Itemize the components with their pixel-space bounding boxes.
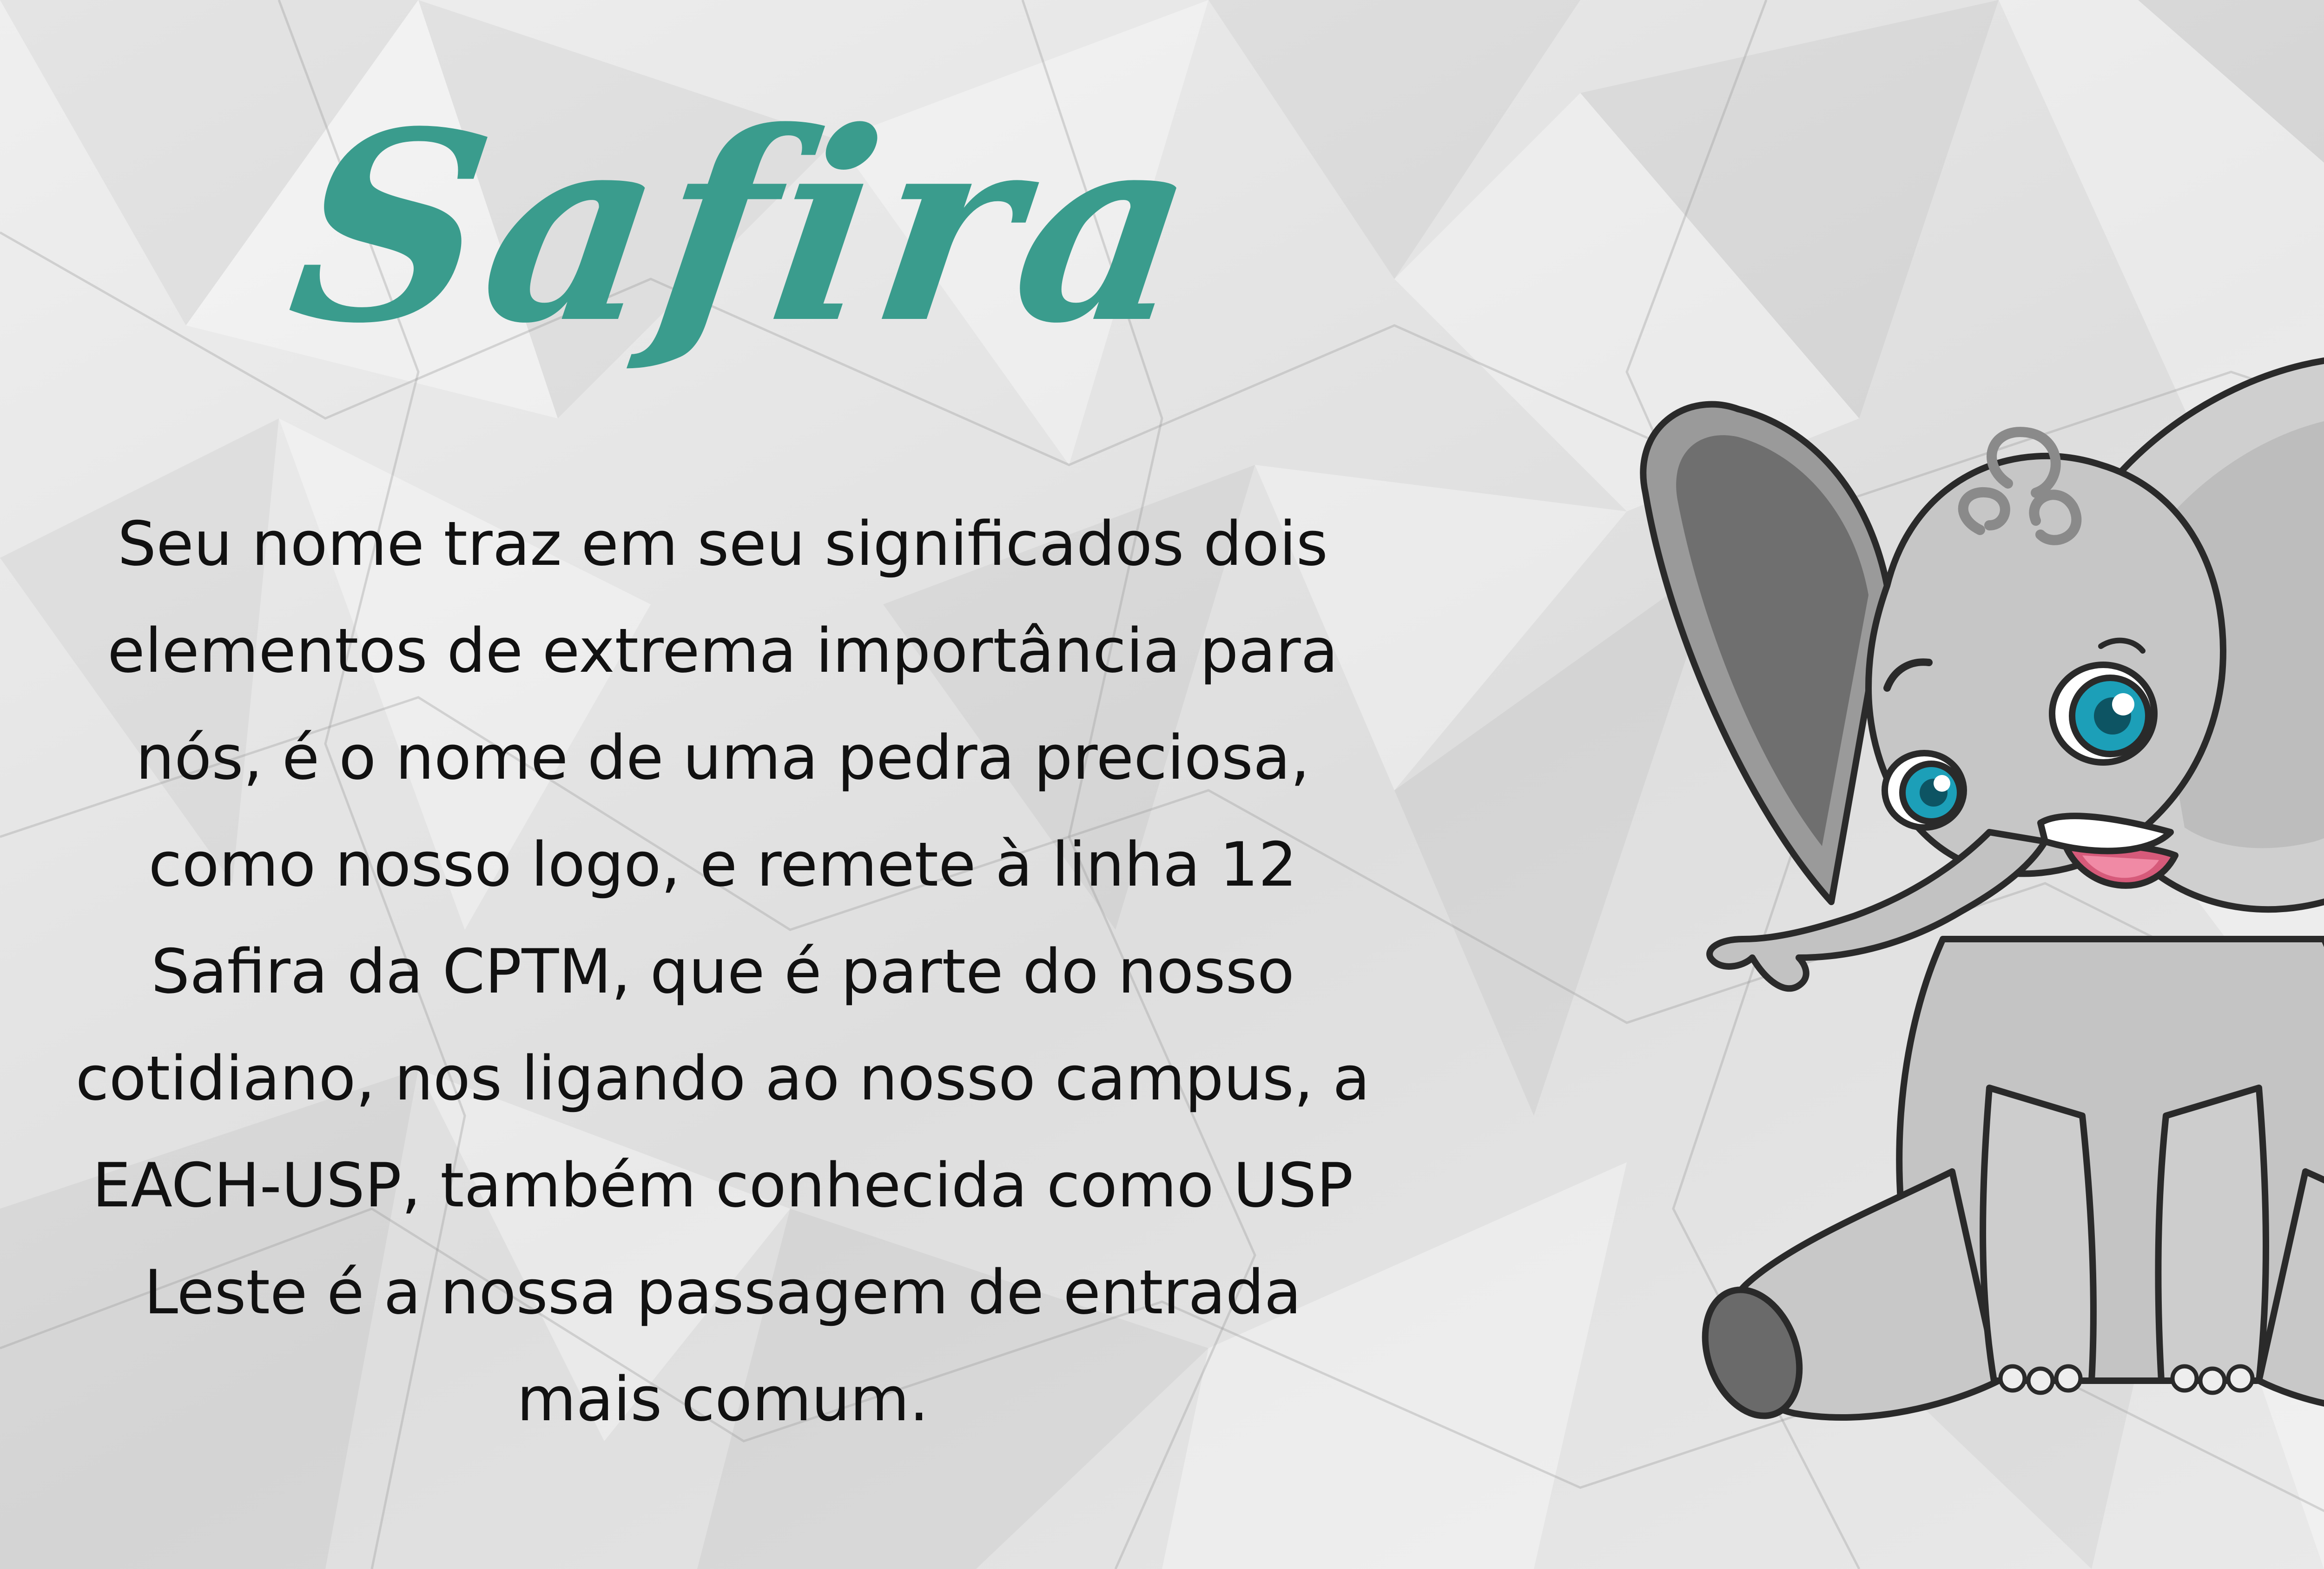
description-paragraph: Seu nome traz em seu significados dois elementos de extrema importância para nós, é o nome de uma pedra preciosa, como nosso logo, e remete à linha 12 Safira da CPTM, que é parte do nosso cotidiano, nos ligando ao nosso campus, a EACH-USP, também conhecida como USP Leste é a nossa passagem de entrada mais comum. bbox=[75, 508, 1370, 1435]
baby-elephant-illustration bbox=[1534, 298, 2324, 1460]
page-title: Safira bbox=[276, 75, 1215, 381]
